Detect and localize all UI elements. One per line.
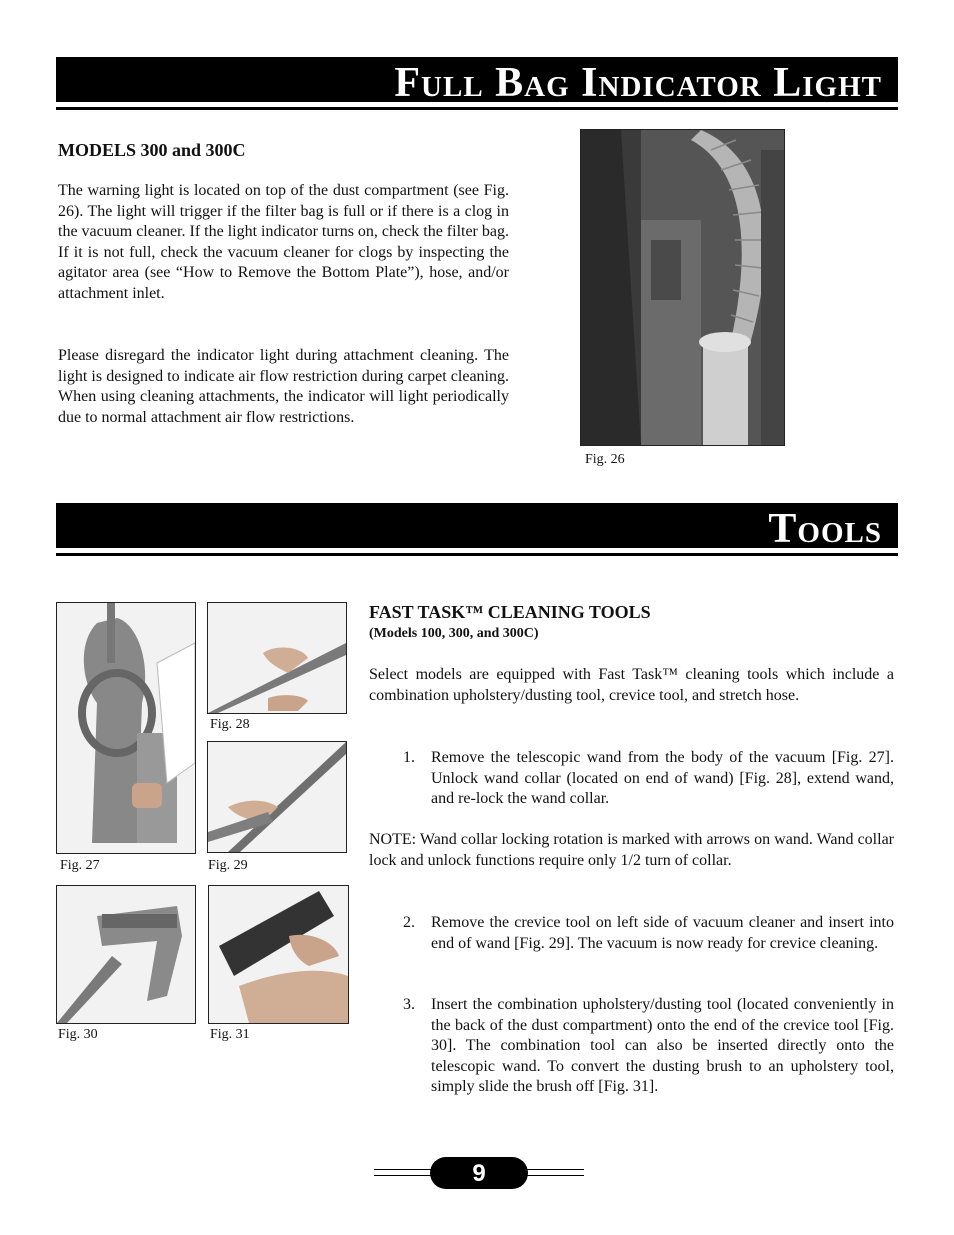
figure-31-caption: Fig. 31 [210,1027,250,1042]
figure-27-caption: Fig. 27 [60,858,100,873]
footer-rule-left [374,1175,434,1176]
footer-rule-right [524,1175,584,1176]
section-title: Full Bag Indicator Light [394,60,882,106]
page-number: 9 [430,1157,528,1189]
step-number: 1. [403,749,415,766]
step-2 [403,913,894,975]
section-title: Tools [768,506,882,552]
step-text: Insert the combination upholstery/dusting tool (located conveniently in the back of the dust compartment) onto the end of the crevice tool [Fig. 30]. The combination tool can also be inserted directly onto the telescopic wand. To convert the dusting brush to an upholstery tool, simply slide the brush off [Fig. 31]. [431,996,894,1096]
step-number: 2. [403,914,415,931]
figure-29-photo [207,741,347,853]
paragraph-warning-light: The warning light is located on top of the dust compartment (see Fig. 26). The light will trigger if the filter bag is full or if there is a clog in the vacuum cleaner. If the light indicator turns on, check the filter bag. If it is not full, check the vacuum cleaner for clogs by inspecting the agitator area (see “How to Remove the Bottom Plate”), hose, and/or attachment inlet. [58,182,509,302]
figure-30-photo [56,885,196,1024]
figure-26-caption: Fig. 26 [585,452,625,467]
step-number: 3. [403,996,415,1013]
figure-26-photo [580,129,785,446]
paragraph-disregard: Please disregard the indicator light during attachment cleaning. The light is designed to indicate air flow restriction during carpet cleaning. When using cleaning attachments, the indicator will light periodically due to normal attachment air flow restrictions. [58,347,509,426]
section-banner-full-bag [56,57,898,106]
step-1 [403,748,894,810]
figure-29-caption: Fig. 29 [208,858,248,873]
step-text: Remove the telescopic wand from the body of the vacuum [Fig. 27]. Unlock wand collar (located on end of wand) [Fig. 28], extend wand, and re-lock the wand collar. [431,749,894,808]
tools-intro: Select models are equipped with Fast Task™ cleaning tools which include a combination upholstery/dusting tool, crevice tool, and stretch hose. [369,666,894,704]
figure-31-photo [208,885,349,1024]
models-heading: MODELS 300 and 300C [58,140,246,160]
footer-rule-left [374,1169,434,1170]
figure-28-photo [207,602,347,714]
wand-collar-note: NOTE: Wand collar locking rotation is marked with arrows on wand. Wand collar lock and unlock functions require only 1/2 turn of collar. [369,831,894,869]
figure-30-caption: Fig. 30 [58,1027,98,1042]
banner-rule [56,553,898,556]
fast-task-heading: FAST TASK™ CLEANING TOOLS [369,602,651,622]
step-text: Remove the crevice tool on left side of vacuum cleaner and insert into end of wand [Fig. 29]. The vacuum is now ready for crevice cleaning. [431,914,894,952]
figure-28-caption: Fig. 28 [210,717,250,732]
footer-rule-right [524,1169,584,1170]
figure-27-photo [56,602,196,854]
section-banner-tools [56,503,898,552]
models-subheading: (Models 100, 300, and 300C) [369,626,539,641]
banner-rule [56,107,898,110]
step-3 [403,995,894,1120]
